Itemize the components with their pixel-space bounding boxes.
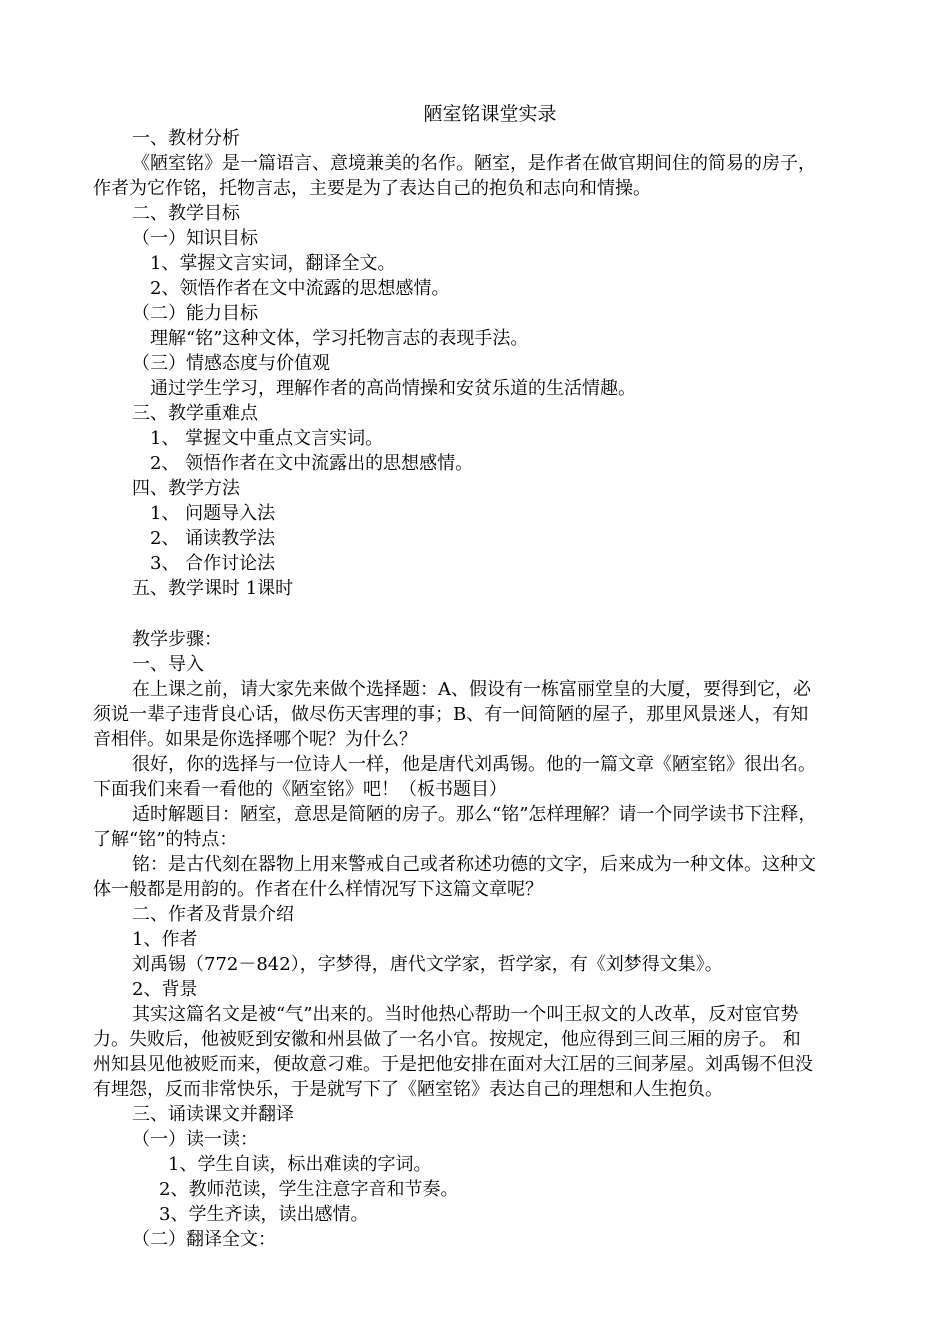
paragraph-line: 州知县见他被贬而来，便故意刁难。于是把他安排在面对大江居的三间茅屋。刘禹锡不但没	[93, 1054, 813, 1075]
list-item: 2、教师范读，学生注意字音和节奏。	[159, 1179, 459, 1200]
document-title: 陋室铭课堂实录	[423, 103, 557, 125]
list-item: 2、领悟作者在文中流露的思想感情。	[150, 278, 450, 299]
paragraph-line: 刘禹锡（772－842），字梦得，唐代文学家，哲学家，有《刘梦得文集》。	[132, 954, 723, 975]
list-item: 1、 掌握文中重点文言实词。	[150, 428, 384, 449]
paragraph-line: 适时解题目：陋室，意思是简陋的房子。那么“铭”怎样理解？请一个同学读书下注释，	[132, 804, 817, 825]
paragraph-line: 作者为它作铭，托物言志，主要是为了表达自己的抱负和志向和情操。	[93, 178, 651, 199]
subsection-heading: （一）读一读：	[132, 1129, 258, 1150]
paragraph-line: 在上课之前，请大家先来做个选择题：A、假设有一栋富丽堂皇的大厦，要得到它，必	[132, 679, 811, 700]
section-heading: 三、诵读课文并翻译	[132, 1104, 294, 1125]
section-heading: 一、教材分析	[132, 128, 240, 149]
list-item: 2、 领悟作者在文中流露出的思想感情。	[150, 453, 474, 474]
paragraph-line: 理解“铭”这种文体，学习托物言志的表现手法。	[150, 328, 529, 349]
paragraph-line: 下面我们来看一看他的《陋室铭》吧！（板书题目）	[93, 779, 507, 800]
section-heading: 四、教学方法	[132, 478, 240, 499]
paragraph-line: 了解“铭”的特点：	[93, 829, 238, 850]
paragraph-line: 音相伴。如果是你选择哪个呢？为什么？	[93, 729, 417, 750]
section-heading: 二、教学目标	[132, 203, 240, 224]
paragraph-line: 铭：是古代刻在器物上用来警戒自己或者称述功德的文字，后来成为一种文体。这种文	[132, 854, 816, 875]
paragraph-line: 通过学生学习，理解作者的高尚情操和安贫乐道的生活情趣。	[150, 378, 636, 399]
steps-heading: 教学步骤：	[132, 629, 222, 650]
subsection-heading: （二）能力目标	[132, 303, 258, 324]
subsection-heading: 1、作者	[132, 929, 198, 950]
paragraph-line: 体一般都是用韵的。作者在什么样情况写下这篇文章呢？	[93, 879, 543, 900]
list-item: 3、 合作讨论法	[150, 553, 276, 574]
paragraph-line: 其实这篇名文是被“气”出来的。当时他热心帮助一个叫王叔文的人改革，反对宦官势	[132, 1004, 799, 1025]
list-item: 1、学生自读，标出难读的字词。	[168, 1154, 432, 1175]
subsection-heading: 2、背景	[132, 979, 198, 1000]
section-heading: 五、教学课时 1课时	[132, 578, 294, 599]
section-heading: 二、作者及背景介绍	[132, 904, 294, 925]
paragraph-line: 有埋怨，反而非常快乐，于是就写下了《陋室铭》表达自己的理想和人生抱负。	[93, 1079, 723, 1100]
list-item: 2、 诵读教学法	[150, 528, 276, 549]
paragraph-line: 《陋室铭》是一篇语言、意境兼美的名作。陋室，是作者在做官期间住的简易的房子，	[132, 153, 816, 174]
paragraph-line: 很好，你的选择与一位诗人一样，他是唐代刘禹锡。他的一篇文章《陋室铭》很出名。	[132, 754, 816, 775]
list-item: 1、 问题导入法	[150, 503, 276, 524]
subsection-heading: （三）情感态度与价值观	[132, 353, 330, 374]
section-heading: 三、教学重难点	[132, 403, 258, 424]
subsection-heading: （二）翻译全文：	[132, 1229, 276, 1250]
list-item: 3、学生齐读，读出感情。	[159, 1204, 369, 1225]
section-heading: 一、导入	[132, 654, 204, 675]
subsection-heading: （一）知识目标	[132, 228, 258, 249]
list-item: 1、掌握文言实词，翻译全文。	[150, 253, 396, 274]
paragraph-line: 力。失败后，他被贬到安徽和州县做了一名小官。按规定，他应得到三间三厢的房子。 和	[93, 1029, 801, 1050]
paragraph-line: 须说一辈子违背良心话，做尽伤天害理的事；B、有一间简陋的屋子，那里风景迷人，有知	[93, 704, 809, 725]
